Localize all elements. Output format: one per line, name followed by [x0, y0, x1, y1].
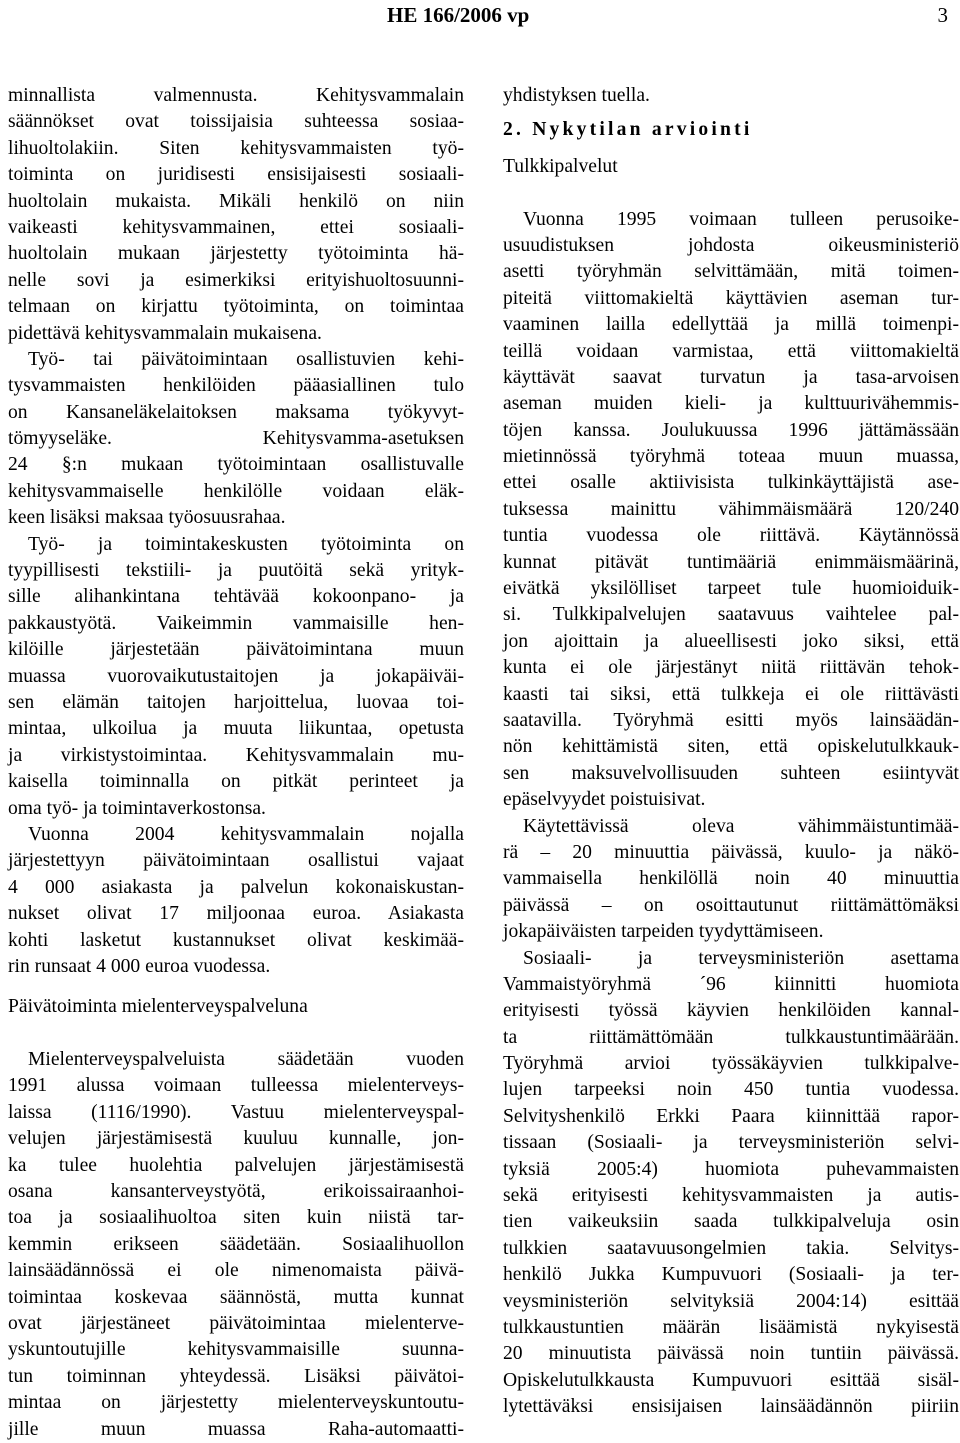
text-line: pakkaustyötä. Vaikeimmin vammaisille hen-	[8, 612, 464, 634]
paragraph	[8, 1047, 464, 1443]
text-line: saatavilla. Työryhmä esitti myös lainsäädän-	[503, 709, 959, 731]
text-line: aseman muiden kieli- ja kulttuurivähemmis-	[503, 393, 959, 415]
text-line: säännökset ovat toissijaisia suhteessa sosiaa-	[8, 111, 464, 133]
text-line: tulkkaustuntien määrän lisäämistä nykyisestä	[503, 1316, 959, 1338]
text-line: tien vaikeuksiin saada tulkkipalveluja osin	[503, 1211, 959, 1233]
text-line: huoltolain mukaan järjestetty työtoiminta hä-	[8, 243, 464, 265]
text-line: jon ajoittain ja alueellisesti joko siksi, että	[503, 630, 959, 652]
text-line: nelle sovi ja esimerkiksi erityishuoltosuunni-	[8, 269, 464, 291]
text-line: yskuntoutujille kehitysvammaisille suunna-	[8, 1339, 464, 1361]
text-line: 20 minuutista päivässä noin tuntiin päivässä.	[503, 1343, 959, 1365]
text-line: toa ja sosiaalihuoltoa siten kuin niistä tar-	[8, 1207, 464, 1229]
text-line: velujen järjestämisestä kuuluu kunnalle, jon-	[8, 1128, 464, 1150]
text-line: lihuoltolakiin. Siten kehitysvammaisten työ-	[8, 137, 464, 159]
text-line: päivässä – on osoittautunut riittämättömäksi	[503, 894, 959, 916]
text-line: Opiskelutulkkausta Kumpuvuori esittää sisäl-	[503, 1369, 959, 1391]
text-line: tulkkien saatavuusongelmien takia. Selvitys-	[503, 1237, 959, 1259]
text-line: Käytettävissä oleva vähimmäistuntimää-	[523, 815, 959, 837]
text-line: si. Tulkkipalvelujen saatavuus vaihtelee pal-	[503, 604, 959, 626]
text-line: tysvammaisten henkilöiden pääasiallinen tulo	[8, 375, 464, 397]
text-line: jokapäiväisten tarpeiden tyydyttämiseen.	[503, 921, 824, 943]
text-line: erityisesti työssä käyvien henkilöiden kannal-	[503, 1000, 959, 1022]
text-line: kunta ei ole järjestänyt niitä riittävän tehok-	[503, 657, 959, 679]
text-line: sille alihankintana tehtävää kokoonpano- ja	[8, 586, 464, 608]
text-line: vaikeasti kehitysvammainen, ettei sosiaali-	[8, 216, 464, 238]
text-line: epäselvyydet poistuisivat.	[503, 789, 706, 811]
text-line: Vuonna 1995 voimaan tulleen perusoike-	[523, 208, 959, 230]
text-line: oma työ- ja toimintaverkostonsa.	[8, 797, 266, 819]
text-line: teillä voidaan varmistaa, että viittomakieltä	[503, 340, 959, 362]
text-line: huoltolain mukaista. Mikäli henkilö on niin	[8, 190, 464, 212]
text-line: rin runsaat 4 000 euroa vuodessa.	[8, 955, 271, 977]
paragraph	[8, 822, 464, 980]
paragraph	[503, 207, 959, 814]
text-line: keen lisäksi maksaa työosuusrahaa.	[8, 507, 286, 529]
text-line: ta riittämättömään tulkkaustuntimäärään.	[503, 1026, 959, 1048]
text-line: telmaan on kirjattu työtoiminta, on toimintaa	[8, 296, 464, 318]
text-line: Sosiaali- ja terveysministeriön asettama	[523, 947, 959, 969]
text-line: osana kansanterveystyötä, erikoissairaanhoi-	[8, 1181, 464, 1203]
text-line: rä – 20 minuuttia päivässä, kuulo- ja näkö-	[503, 841, 959, 863]
text-line: sen elämän taitojen harjoittelua, luovaa toi-	[8, 691, 464, 713]
text-line: nukset olivat 17 miljoonaa euroa. Asiakasta	[8, 903, 464, 925]
text-line: 4 000 asiakasta ja palvelun kokonaiskustan-	[8, 876, 464, 898]
text-line: nön kehittämistä siten, että opiskelutulkkauk-	[503, 736, 959, 758]
text-line: Vammaistyöryhmä ´96 kiinnitti huomiota	[503, 973, 959, 995]
text-line: lujen tarpeeksi noin 450 tuntia vuodessa.	[503, 1079, 959, 1101]
text-line: usuudistuksen johdosta oikeusministeriö	[503, 234, 959, 256]
text-line: tuntia vuodessa ole riittävä. Käytännössä	[503, 525, 959, 547]
text-line: kilöille järjestetään päivätoimintana muun	[8, 639, 464, 661]
right-column	[503, 83, 959, 1421]
text-line: minnallista valmennusta. Kehitysvammalain	[8, 85, 464, 106]
paragraph	[8, 347, 464, 532]
text-line: käyttävät saavat turvatun ja tasa-arvoisen	[503, 366, 959, 388]
text-line: Työ- tai päivätoimintaan osallistuvien kehi-	[28, 348, 464, 370]
subheading: Päivätoiminta mielenterveyspalveluna	[8, 996, 308, 1018]
text-line: henkilö Jukka Kumpuvuori (Sosiaali- ja ter-	[503, 1264, 959, 1286]
text-line: on Kansaneläkelaitoksen maksama työkyvyt-	[8, 401, 464, 423]
text-line: piteitä viittomakieltä käyttävien aseman tur-	[503, 287, 959, 309]
text-line: lainsäädännössä ei ole nimenomaista päivä-	[8, 1260, 464, 1282]
text-line: kehitysvammaiselle henkilölle voidaan eläk-	[8, 480, 464, 502]
text-line: Työ- ja toimintakeskusten työtoiminta on	[28, 533, 464, 555]
text-line: tuksessa mainittu vähimmäismäärä 120/240	[503, 498, 959, 520]
text-line: lytettäväksi ensisijaisen lainsäädännön piiriin	[503, 1396, 959, 1418]
text-line: Vuonna 2004 kehitysvammalain nojalla	[28, 823, 464, 845]
text-line: ettei osalle aktiivisista tulkinkäyttäjistä ase-	[503, 472, 959, 494]
text-line: 24 §:n mukaan työtoimintaan osallistuvalle	[8, 454, 464, 476]
text-line: järjestettyyn päivätoimintaan osallistui vajaat	[8, 850, 464, 872]
text-line: laissa (1116/1990). Vastuu mielenterveyspal-	[8, 1101, 464, 1123]
left-column	[8, 83, 464, 1443]
text-line: kemmin erikseen säädetään. Sosiaalihuollon	[8, 1233, 464, 1255]
text-line: kohti lasketut kustannukset olivat keskimää-	[8, 929, 464, 951]
text-line: asetti työryhmän selvittämään, mitä toimen-	[503, 261, 959, 283]
document-id: HE 166/2006 vp	[387, 3, 530, 27]
text-line: tömyyseläke. Kehitysvamma-asetuksen	[8, 428, 464, 450]
text-line: pidettävä kehitysvammalain mukaisena.	[8, 322, 322, 344]
text-line: vammaisella henkilöllä noin 40 minuuttia	[503, 868, 959, 890]
text-line: sekä erityisesti kehitysvammaisten ja autis-	[503, 1185, 959, 1207]
text-line: ovat järjestäneet päivätoimintaa mielenterve-	[8, 1312, 464, 1334]
subheading: Tulkkipalvelut	[503, 155, 618, 177]
text-line: tissaan (Sosiaali- ja terveysministeriön selvi-	[503, 1132, 959, 1154]
text-line: tyypillisesti tekstiili- ja puutöitä sekä yrityk-	[8, 560, 464, 582]
text-line: ja virkistystoimintaa. Kehitysvammalain mu-	[8, 744, 464, 766]
text-line: töjen kanssa. Joulukuussa 1996 jättämässään	[503, 419, 959, 441]
text-line: 1991 alussa voimaan tulleessa mielenterveys-	[8, 1075, 464, 1097]
text-line: mintaa, ulkoilua ja muuta liikuntaa, opetusta	[8, 718, 464, 740]
text-line: eivätkä yksilölliset tarpeet tule huomioiduik-	[503, 578, 959, 600]
text-line: toiminta on juridisesti ensisijaisesti sosiaali-	[8, 164, 464, 186]
page-header	[0, 2, 960, 32]
text-line: yhdistyksen tuella.	[503, 85, 650, 106]
text-line: tun toiminnan yhteydessä. Lisäksi päivätoi-	[8, 1365, 464, 1387]
text-line: kaasti tai siksi, että tulkkeja ei ole riittävästi	[503, 683, 959, 705]
text-line: jille muun muassa Raha-automaatti-	[8, 1418, 464, 1440]
paragraph	[503, 946, 959, 1421]
text-line: mintaa on järjestetty mielenterveyskuntoutu-	[8, 1392, 464, 1414]
text-line: Työryhmä arvioi työssäkäyvien tulkkipalve-	[503, 1053, 959, 1075]
text-line: tyksiä 2005:4) huomiota puhevammaisten	[503, 1158, 959, 1180]
text-line: vaaminen lailla edellyttää ja millä toimenpi-	[503, 314, 959, 336]
section-heading: 2. Nykytilan arviointi	[503, 119, 753, 141]
text-line: ka tulee huolehtia palvelujen järjestämisestä	[8, 1154, 464, 1176]
paragraph	[8, 83, 464, 347]
page-number: 3	[937, 3, 948, 27]
text-line: toimintaa koskevaa säännöstä, mutta kunnat	[8, 1286, 464, 1308]
paragraph	[8, 532, 464, 822]
text-line: kunnat pitävät tuntimääriä enimmäismäärinä,	[503, 551, 959, 573]
text-line: sen maksuvelvollisuuden suhteen esiintyvät	[503, 762, 959, 784]
text-line: kaisella toiminnalla on pitkät perinteet ja	[8, 771, 464, 793]
paragraph	[503, 814, 959, 946]
text-line: mietinnössä työryhmä toteaa muun muassa,	[503, 446, 959, 468]
text-line: Selvityshenkilö Erkki Paara kiinnittää rapor-	[503, 1105, 959, 1127]
text-line: veysministeriön selvityksiä 2004:14) esittää	[503, 1290, 959, 1312]
text-line: muassa vuorovaikutustaitojen ja jokapäiväi-	[8, 665, 464, 687]
text-line: Mielenterveyspalveluista säädetään vuoden	[28, 1049, 464, 1071]
